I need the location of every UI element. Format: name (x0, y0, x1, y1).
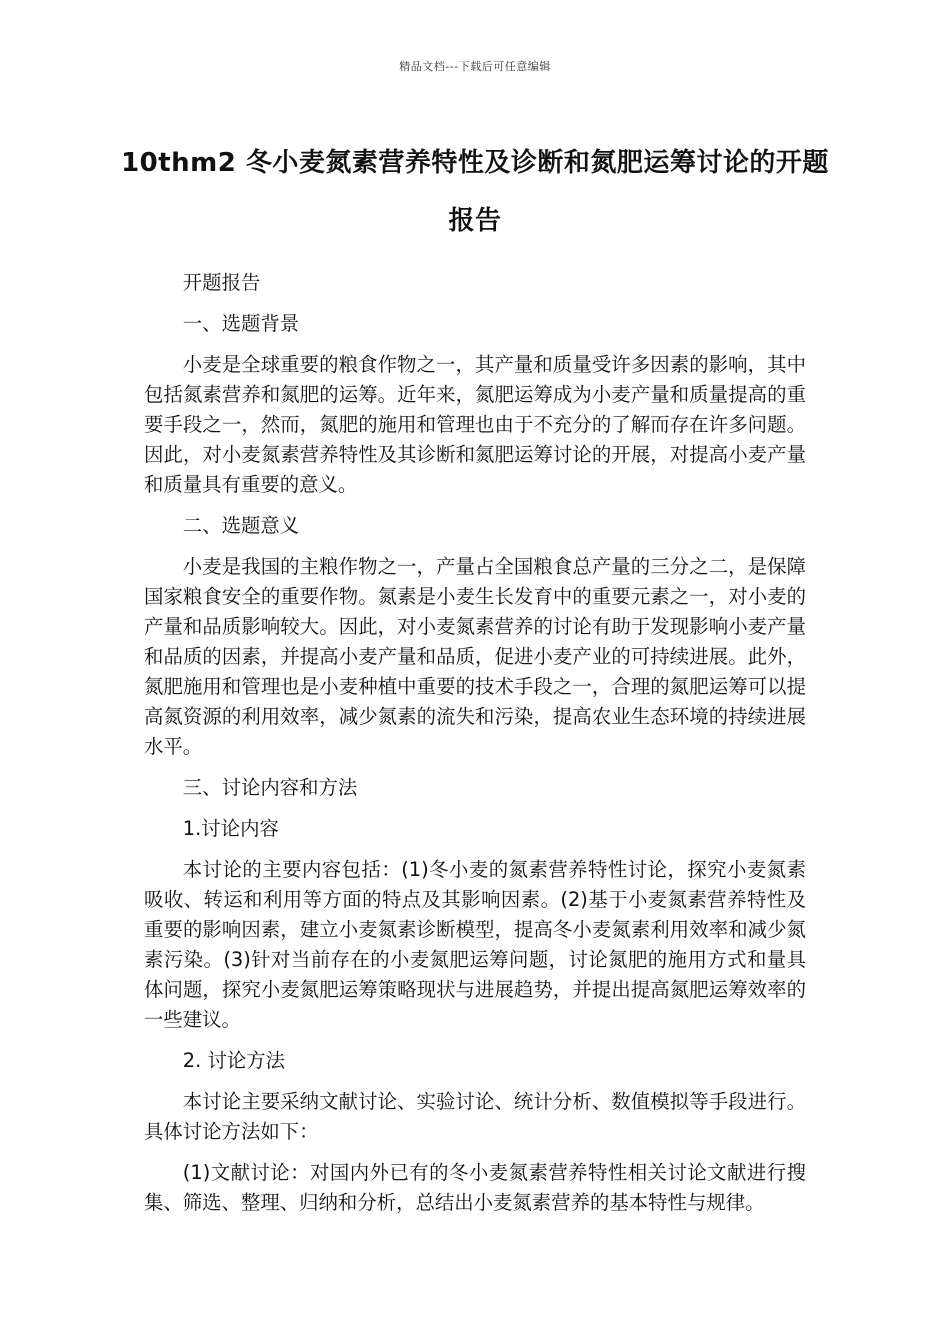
section-3-1-heading: 1.讨论内容 (182, 817, 279, 840)
section-1-paragraph: 小麦是全球重要的粮食作物之一，其产量和质量受许多因素的影响，其中包括氮素营养和氮肥的运筹。近年来，氮肥运筹成为小麦产量和质量提高的重要手段之一，然而，氮肥的施用和管理也由于不充分的了解而存在许多问题。因此，对小麦氮素营养特性及其诊断和氮肥运筹讨论的开展，对提高小麦产量和质量具有重要的意义。 (144, 353, 806, 496)
report-label: 开题报告 (182, 271, 261, 294)
page-header: 精品文档---下载后可任意编辑 (399, 60, 551, 73)
section-1-heading: 一、选题背景 (182, 312, 300, 335)
section-3-1-paragraph: 本讨论的主要内容包括：(1)冬小麦的氮素营养特性讨论，探究小麦氮素吸收、转运和利用等方面的特点及其影响因素。(2)基于小麦氮素营养特性及重要的影响因素，建立小麦氮素诊断模型，提高冬小麦氮素利用效率和减少氮素污染。(3)针对当前存在的小麦氮肥运筹问题，讨论氮肥的施用方式和量具体问题，探究小麦氮肥运筹策略现状与进展趋势，并提出提高氮肥运筹效率的一些建议。 (144, 858, 806, 1031)
document-body (144, 268, 806, 1229)
section-3-heading: 三、讨论内容和方法 (182, 776, 358, 799)
section-2-paragraph: 小麦是我国的主粮作物之一，产量占全国粮食总产量的三分之二，是保障国家粮食安全的重要作物。氮素是小麦生长发育中的重要元素之一，对小麦的产量和品质影响较大。因此，对小麦氮素营养的讨论有助于发现影响小麦产量和品质的因素，并提高小麦产量和品质，促进小麦产业的可持续进展。此外，氮肥施用和管理也是小麦种植中重要的技术手段之一，合理的氮肥运筹可以提高氮资源的利用效率，减少氮素的流失和污染，提高农业生态环境的持续进展水平。 (144, 555, 806, 758)
section-3-2-item-1: (1)文献讨论：对国内外已有的冬小麦氮素营养特性相关讨论文献进行搜集、筛选、整理、归纳和分析，总结出小麦氮素营养的基本特性与规律。 (144, 1161, 806, 1214)
document-title: 10thm2 冬小麦氮素营养特性及诊断和氮肥运筹讨论的开题报告 (121, 148, 829, 236)
section-2-heading: 二、选题意义 (182, 514, 300, 537)
section-3-2-heading: 2. 讨论方法 (182, 1049, 286, 1072)
section-3-2-paragraph: 本讨论主要采纳文献讨论、实验讨论、统计分析、数值模拟等手段进行。具体讨论方法如下： (144, 1090, 806, 1143)
